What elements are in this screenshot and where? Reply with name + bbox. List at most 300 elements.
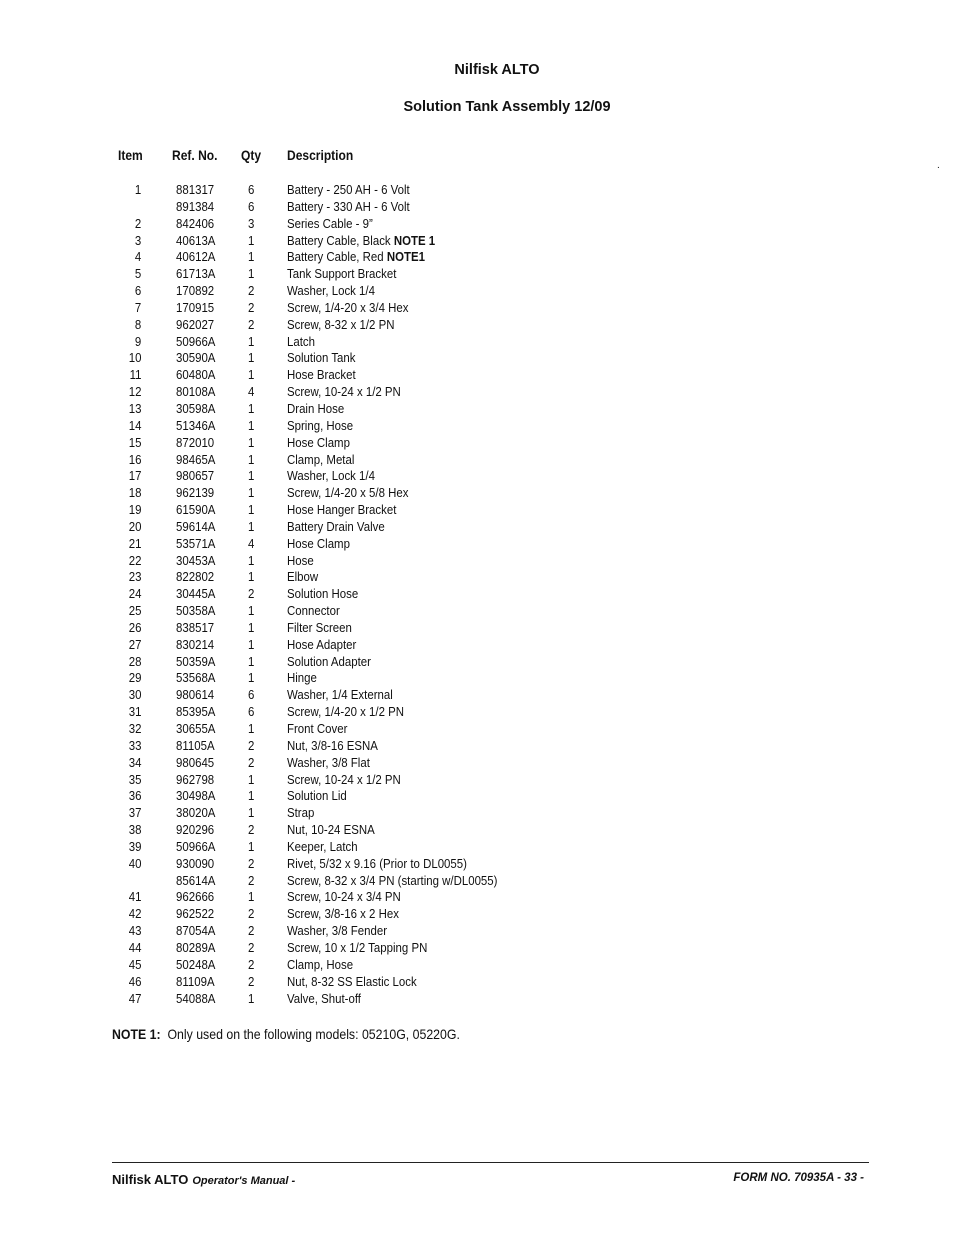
description <box>287 283 375 299</box>
table-row <box>0 721 954 738</box>
item-number: 34 <box>128 754 141 770</box>
description-text: Washer, Lock 1/4 <box>287 468 375 484</box>
table-row <box>0 216 954 233</box>
quantity: 1 <box>248 838 255 854</box>
ref-number: 30498A <box>176 788 216 804</box>
parts-list <box>0 182 954 1007</box>
description <box>287 637 356 653</box>
ref-number: 54088A <box>176 990 216 1006</box>
ref-number: 50358A <box>176 603 216 619</box>
quantity: 1 <box>248 653 255 669</box>
quantity: 6 <box>248 687 255 703</box>
quantity: 1 <box>248 552 255 568</box>
quantity: 1 <box>248 333 255 349</box>
description <box>287 350 355 366</box>
description <box>287 721 347 737</box>
description <box>287 182 410 198</box>
description <box>287 468 375 484</box>
description <box>287 452 354 468</box>
description <box>287 485 408 501</box>
item-number: 19 <box>128 502 141 518</box>
table-row <box>0 233 954 250</box>
description-text: Strap <box>287 805 315 821</box>
quantity: 2 <box>248 939 255 955</box>
description-text: Elbow <box>287 569 319 585</box>
item-number: 12 <box>128 384 141 400</box>
ref-number: 85395A <box>176 704 216 720</box>
description-text: Rivet, 5/32 x 9.16 (Prior to DL0055) <box>287 855 467 871</box>
item-number: 28 <box>128 653 141 669</box>
item-number: 43 <box>128 923 141 939</box>
description <box>287 923 387 939</box>
table-row <box>0 553 954 570</box>
table-row <box>0 367 954 384</box>
item-number: 47 <box>128 990 141 1006</box>
item-number: 42 <box>128 906 141 922</box>
description-text: Front Cover <box>287 721 348 736</box>
ref-number: 53568A <box>176 670 216 686</box>
table-row <box>0 536 954 553</box>
ref-number: 170892 <box>176 283 215 299</box>
item-number: 3 <box>134 232 141 248</box>
description <box>287 856 467 872</box>
note-reference: NOTE1 <box>386 249 425 265</box>
ref-number: 842406 <box>176 215 215 231</box>
description-text: Screw, 3/8-16 x 2 Hex <box>287 906 399 922</box>
table-row <box>0 334 954 351</box>
description-text: Screw, 1/4-20 x 3/4 Hex <box>287 299 409 315</box>
item-number: 11 <box>129 367 141 383</box>
table-row <box>0 687 954 704</box>
description-text: Valve, Shut-off <box>287 990 361 1006</box>
item-number: 8 <box>134 316 141 332</box>
quantity: 2 <box>248 299 255 315</box>
table-row <box>0 418 954 435</box>
ref-number: 962139 <box>176 485 215 501</box>
description <box>287 772 401 788</box>
item-number: 7 <box>134 299 141 315</box>
ref-number: 60480A <box>176 367 216 383</box>
quantity: 2 <box>248 737 255 753</box>
table-row <box>0 788 954 805</box>
table-row <box>0 704 954 721</box>
quantity: 6 <box>248 704 255 720</box>
ref-number: 30453A <box>176 552 216 568</box>
table-row <box>0 468 954 485</box>
table-row <box>0 654 954 671</box>
item-number: 26 <box>128 619 141 635</box>
description-text: Screw, 8-32 x 3/4 PN (starting w/DL0055) <box>287 872 498 888</box>
description-text: Battery - 250 AH - 6 Volt <box>287 182 410 197</box>
description-text: Hose Clamp <box>287 535 350 551</box>
ref-number: 61713A <box>176 266 216 282</box>
note-reference: NOTE 1 <box>393 232 436 248</box>
description-text: Hose Adapter <box>287 636 357 652</box>
quantity: 1 <box>248 434 255 450</box>
footnote <box>112 1026 460 1042</box>
description <box>287 620 352 636</box>
ref-number: 38020A <box>176 805 216 821</box>
ref-number: 81109A <box>176 973 215 989</box>
quantity: 1 <box>248 502 255 518</box>
description-text: Battery - 330 AH - 6 Volt <box>287 198 410 214</box>
table-row <box>0 435 954 452</box>
ref-number: 980614 <box>176 687 215 703</box>
ref-number: 830214 <box>176 636 215 652</box>
ref-number: 81105A <box>176 737 215 753</box>
table-row <box>0 923 954 940</box>
description-text: Nut, 8-32 SS Elastic Lock <box>287 973 417 989</box>
description <box>287 991 361 1007</box>
item-number: 44 <box>128 939 141 955</box>
table-row <box>0 182 954 199</box>
description-text: Washer, 3/8 Flat <box>287 754 370 770</box>
description-text: Drain Hose <box>287 400 345 416</box>
ref-number: 170915 <box>176 299 215 315</box>
table-row <box>0 283 954 300</box>
description <box>287 233 435 249</box>
item-number: 9 <box>134 333 141 349</box>
quantity: 1 <box>248 805 255 821</box>
footer-form-number: FORM NO. 70935A - 33 - <box>733 1172 864 1184</box>
quantity: 1 <box>248 350 255 366</box>
item-number: 18 <box>128 485 141 501</box>
quantity: 1 <box>248 569 255 585</box>
table-row <box>0 452 954 469</box>
description <box>287 536 350 552</box>
description-text: Latch <box>287 333 315 349</box>
quantity: 1 <box>248 603 255 619</box>
description-text: Hose <box>287 552 314 568</box>
table-row <box>0 974 954 991</box>
description-text: Battery Cable, Red <box>287 249 387 265</box>
ref-number: 872010 <box>176 434 215 450</box>
description-text: Nut, 10-24 ESNA <box>287 822 375 838</box>
ref-number: 50248A <box>176 956 216 972</box>
description <box>287 519 385 535</box>
ref-number: 962027 <box>176 316 215 332</box>
quantity: 1 <box>248 771 255 787</box>
quantity: 2 <box>248 855 255 871</box>
document-brand-heading: Nilfisk ALTO <box>454 62 540 78</box>
quantity: 2 <box>248 872 255 888</box>
quantity: 1 <box>248 889 255 905</box>
ref-number: 61590A <box>176 502 216 518</box>
ref-number: 838517 <box>176 619 215 635</box>
description-text: Clamp, Metal <box>287 451 355 467</box>
item-number: 5 <box>134 266 141 282</box>
description <box>287 805 314 821</box>
description-text: Washer, 3/8 Fender <box>287 923 388 939</box>
stray-mark: . <box>937 160 940 171</box>
description <box>287 569 318 585</box>
description-text: Screw, 1/4-20 x 5/8 Hex <box>287 485 409 501</box>
ref-number: 891384 <box>176 198 215 214</box>
table-row <box>0 384 954 401</box>
table-row <box>0 586 954 603</box>
description <box>287 788 347 804</box>
description <box>287 670 317 686</box>
description <box>287 603 340 619</box>
quantity: 2 <box>248 956 255 972</box>
table-row <box>0 957 954 974</box>
footer-rule <box>112 1162 869 1163</box>
table-row <box>0 889 954 906</box>
description-text: Hose Bracket <box>287 367 356 383</box>
description-text: Solution Lid <box>287 788 347 804</box>
column-header-item: Item <box>118 147 143 163</box>
ref-number: 30590A <box>176 350 216 366</box>
table-row <box>0 940 954 957</box>
table-row <box>0 603 954 620</box>
ref-number: 80289A <box>176 939 216 955</box>
quantity: 2 <box>248 822 255 838</box>
description <box>287 889 401 905</box>
description-text: Solution Adapter <box>287 653 371 669</box>
ref-number: 30445A <box>176 586 216 602</box>
quantity: 3 <box>248 215 255 231</box>
description-text: Hose Clamp <box>287 434 350 450</box>
description <box>287 704 404 720</box>
description <box>287 418 353 434</box>
description <box>287 687 393 703</box>
ref-number: 30655A <box>176 721 216 736</box>
item-number: 29 <box>128 670 141 686</box>
ref-number: 87054A <box>176 923 216 939</box>
quantity: 1 <box>248 485 255 501</box>
item-number: 15 <box>128 434 141 450</box>
footer-left <box>112 1171 295 1189</box>
quantity: 6 <box>248 182 255 197</box>
quantity: 4 <box>248 384 255 400</box>
ref-number: 53571A <box>176 535 216 551</box>
table-row <box>0 199 954 216</box>
item-number: 46 <box>128 973 141 989</box>
ref-number: 930090 <box>176 855 215 871</box>
quantity: 1 <box>248 990 255 1006</box>
description <box>287 940 427 956</box>
table-row <box>0 637 954 654</box>
description <box>287 873 497 889</box>
item-number: 36 <box>128 788 141 804</box>
description <box>287 199 410 215</box>
description-text: Washer, 1/4 External <box>287 687 393 703</box>
item-number: 17 <box>128 468 141 484</box>
description-text: Screw, 10 x 1/2 Tapping PN <box>287 939 428 955</box>
ref-number: 962522 <box>176 906 215 922</box>
table-row <box>0 906 954 923</box>
footer-brand: Nilfisk ALTO <box>112 1172 189 1187</box>
item-number: 16 <box>128 451 141 467</box>
description <box>287 384 401 400</box>
description-text: Solution Hose <box>287 586 359 602</box>
item-number: 6 <box>134 283 141 299</box>
description-text: Screw, 1/4-20 x 1/2 PN <box>287 704 404 720</box>
item-number: 39 <box>128 838 141 854</box>
item-number: 1 <box>134 182 141 197</box>
item-number: 23 <box>128 569 141 585</box>
ref-number: 85614A <box>176 872 216 888</box>
description <box>287 906 399 922</box>
table-row <box>0 401 954 418</box>
ref-number: 30598A <box>176 400 216 416</box>
quantity: 1 <box>248 400 255 416</box>
description-text: Keeper, Latch <box>287 838 358 854</box>
table-row <box>0 485 954 502</box>
quantity: 2 <box>248 283 255 299</box>
quantity: 1 <box>248 721 255 736</box>
column-header-qty: Qty <box>241 147 262 163</box>
table-row <box>0 856 954 873</box>
ref-number: 980657 <box>176 468 215 484</box>
footer-manual-title: Operator's Manual - <box>192 1175 296 1187</box>
item-number: 14 <box>128 417 141 433</box>
item-number: 24 <box>128 586 141 602</box>
quantity: 1 <box>248 468 255 484</box>
quantity: 4 <box>248 535 255 551</box>
description <box>287 334 315 350</box>
ref-number: 80108A <box>176 384 216 400</box>
item-number: 2 <box>134 215 141 231</box>
ref-number: 98465A <box>176 451 216 467</box>
quantity: 1 <box>248 518 255 534</box>
item-number: 4 <box>134 249 141 265</box>
item-number: 22 <box>128 552 141 568</box>
description <box>287 249 425 265</box>
item-number: 45 <box>128 956 141 972</box>
item-number: 25 <box>128 603 141 619</box>
ref-number: 50966A <box>176 838 216 854</box>
table-row <box>0 839 954 856</box>
ref-number: 962798 <box>176 771 215 787</box>
ref-number: 50966A <box>176 333 216 349</box>
ref-number: 822802 <box>176 569 215 585</box>
table-row <box>0 300 954 317</box>
item-number: 20 <box>128 518 141 534</box>
description <box>287 435 350 451</box>
quantity: 1 <box>248 451 255 467</box>
description <box>287 586 358 602</box>
description <box>287 401 344 417</box>
table-row <box>0 519 954 536</box>
quantity: 1 <box>248 619 255 635</box>
ref-number: 962666 <box>176 889 215 905</box>
quantity: 2 <box>248 973 255 989</box>
footnote-label: NOTE 1: <box>112 1026 161 1042</box>
description-text: Battery Cable, Black <box>287 232 394 248</box>
item-number: 33 <box>128 737 141 753</box>
column-header-description: Description <box>287 147 354 163</box>
document-title: Solution Tank Assembly 12/09 <box>403 99 611 115</box>
description-text: Series Cable - 9” <box>287 215 373 231</box>
description <box>287 216 373 232</box>
quantity: 1 <box>248 232 255 248</box>
table-row <box>0 350 954 367</box>
description <box>287 367 356 383</box>
table-row <box>0 502 954 519</box>
description <box>287 974 417 990</box>
table-row <box>0 249 954 266</box>
item-number: 35 <box>128 771 141 787</box>
quantity: 1 <box>248 249 255 265</box>
description-text: Battery Drain Valve <box>287 518 385 534</box>
description <box>287 317 394 333</box>
item-number: 21 <box>128 535 141 551</box>
item-number: 41 <box>128 889 141 905</box>
ref-number: 980645 <box>176 754 215 770</box>
quantity: 1 <box>248 417 255 433</box>
ref-number: 40613A <box>176 232 216 248</box>
item-number: 32 <box>128 721 141 736</box>
table-row <box>0 822 954 839</box>
description <box>287 502 396 518</box>
item-number: 30 <box>128 687 141 703</box>
quantity: 1 <box>248 670 255 686</box>
quantity: 2 <box>248 316 255 332</box>
description <box>287 957 353 973</box>
description-text: Washer, Lock 1/4 <box>287 283 375 299</box>
description-text: Solution Tank <box>287 350 356 366</box>
table-row <box>0 991 954 1008</box>
ref-number: 920296 <box>176 822 215 838</box>
table-row <box>0 755 954 772</box>
item-number: 31 <box>128 704 141 720</box>
description <box>287 738 378 754</box>
item-number: 40 <box>128 855 141 871</box>
description <box>287 300 408 316</box>
table-row <box>0 738 954 755</box>
description-text: Spring, Hose <box>287 417 354 433</box>
description <box>287 553 314 569</box>
item-number: 10 <box>128 350 141 366</box>
description-text: Hose Hanger Bracket <box>287 502 397 518</box>
ref-number: 881317 <box>176 182 215 197</box>
table-row <box>0 873 954 890</box>
description-text: Screw, 10-24 x 3/4 PN <box>287 889 401 905</box>
description-text: Screw, 10-24 x 1/2 PN <box>287 771 401 787</box>
quantity: 2 <box>248 906 255 922</box>
quantity: 1 <box>248 636 255 652</box>
quantity: 2 <box>248 586 255 602</box>
description <box>287 654 371 670</box>
item-number: 27 <box>128 636 141 652</box>
description <box>287 822 375 838</box>
quantity: 1 <box>248 266 255 282</box>
quantity: 1 <box>248 788 255 804</box>
table-row <box>0 317 954 334</box>
description-text: Tank Support Bracket <box>287 266 397 282</box>
table-row <box>0 670 954 687</box>
item-number: 13 <box>128 400 141 416</box>
ref-number: 59614A <box>176 518 216 534</box>
ref-number: 51346A <box>176 417 216 433</box>
quantity: 1 <box>248 367 255 383</box>
description <box>287 839 358 855</box>
description-text: Clamp, Hose <box>287 956 354 972</box>
table-row <box>0 569 954 586</box>
quantity: 2 <box>248 754 255 770</box>
quantity: 6 <box>248 198 255 214</box>
column-header-ref-no: Ref. No. <box>172 147 218 163</box>
description-text: Screw, 8-32 x 1/2 PN <box>287 316 395 332</box>
table-row <box>0 266 954 283</box>
quantity: 2 <box>248 923 255 939</box>
description-text: Connector <box>287 603 340 619</box>
description <box>287 755 370 771</box>
table-row <box>0 620 954 637</box>
item-number: 37 <box>128 805 141 821</box>
description-text: Nut, 3/8-16 ESNA <box>287 737 378 753</box>
